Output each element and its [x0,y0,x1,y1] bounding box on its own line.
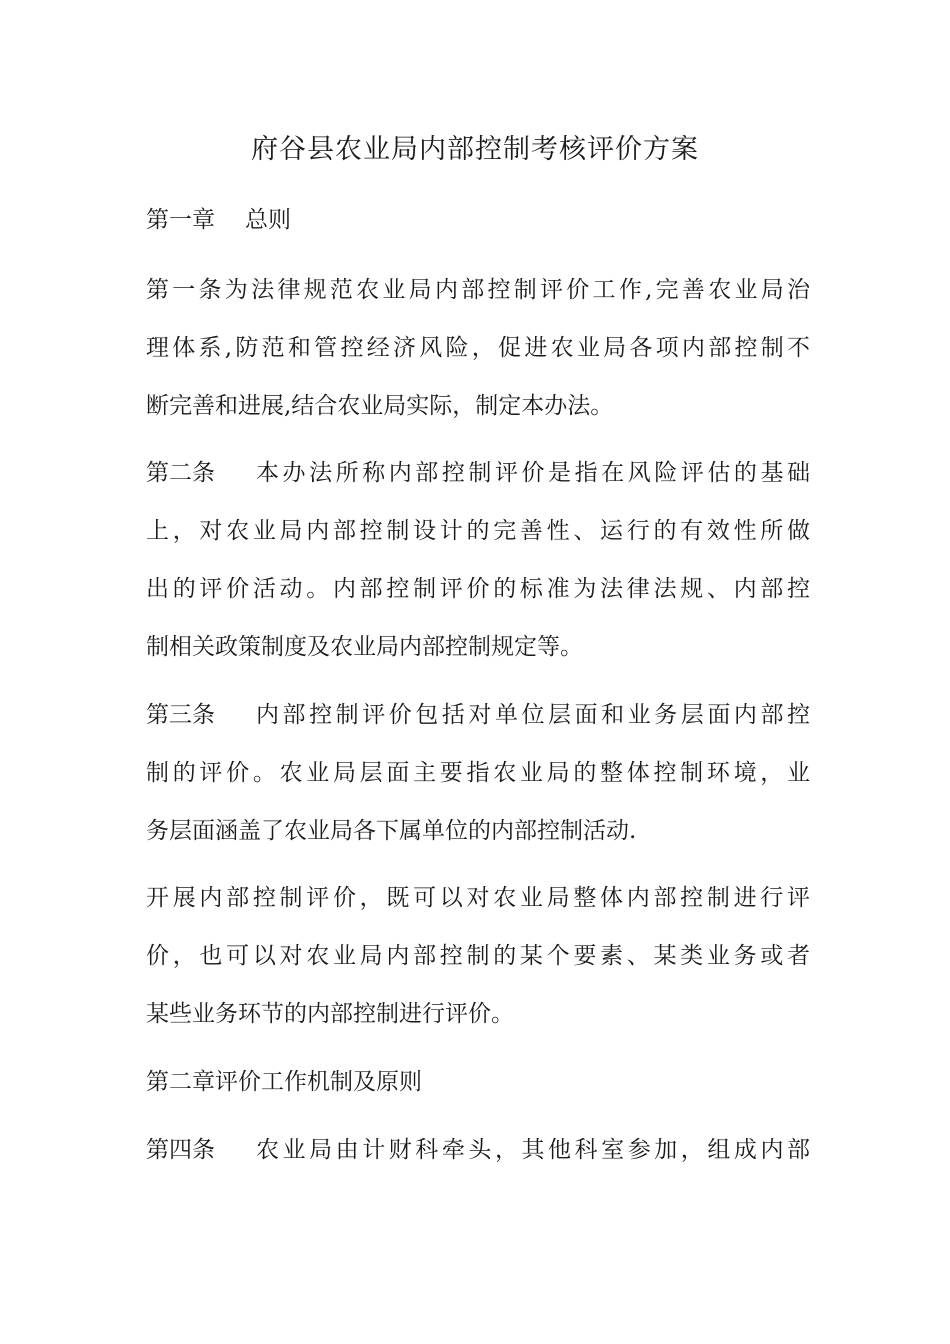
chapter-1-heading [146,200,810,240]
article-2-line-2: 上，对农业局内部控制设计的完善性、运行的有效性所做 [146,518,810,544]
paragraph-line-3: 某些业务环节的内部控制进行评价。 [146,1001,514,1027]
article-3-line-2: 制的评价。农业局层面主要指农业局的整体控制环境，业 [146,760,810,786]
article-1-line-3: 断完善和进展,结合农业局实际，制定本办法。 [146,393,614,419]
article-4-line-1 [146,1130,810,1170]
article-2-line-3: 出的评价活动。内部控制评价的标准为法律法规、内部控 [146,576,810,602]
chapter-2-heading: 第二章评价工作机制及原则 [146,1069,422,1095]
chapter-1-label: 第一章 [146,207,215,233]
article-1-line-1: 第一条为法律规范农业局内部控制评价工作,完善农业局治 [146,277,810,303]
article-3-line-3: 务层面涵盖了农业局各下属单位的内部控制活动. [146,818,637,844]
article-2-line-4: 制相关政策制度及农业局内部控制规定等。 [146,634,583,660]
article-3-text-1: 内部控制评价包括对单位层面和业务层面内部控 [256,702,810,728]
paragraph-line-1: 开展内部控制评价，既可以对农业局整体内部控制进行评 [146,885,810,911]
article-4-text-1: 农业局由计财科牵头，其他科室参加，组成内部 [256,1137,810,1163]
article-2-label: 第二条 [146,460,215,486]
chapter-1-name: 总则 [245,207,291,233]
article-2-line-1 [146,453,810,493]
article-4-label: 第四条 [146,1137,215,1163]
document-title: 府谷县农业局内部控制考核评价方案 [251,134,699,165]
article-2-text-1: 本办法所称内部控制评价是指在风险评估的基础 [256,460,810,486]
article-1-line-2: 理体系,防范和管控经济风险，促进农业局各项内部控制不 [146,335,810,361]
article-3-line-1 [146,695,810,735]
paragraph-line-2: 价，也可以对农业局内部控制的某个要素、某类业务或者 [146,943,810,969]
article-3-label: 第三条 [146,702,215,728]
